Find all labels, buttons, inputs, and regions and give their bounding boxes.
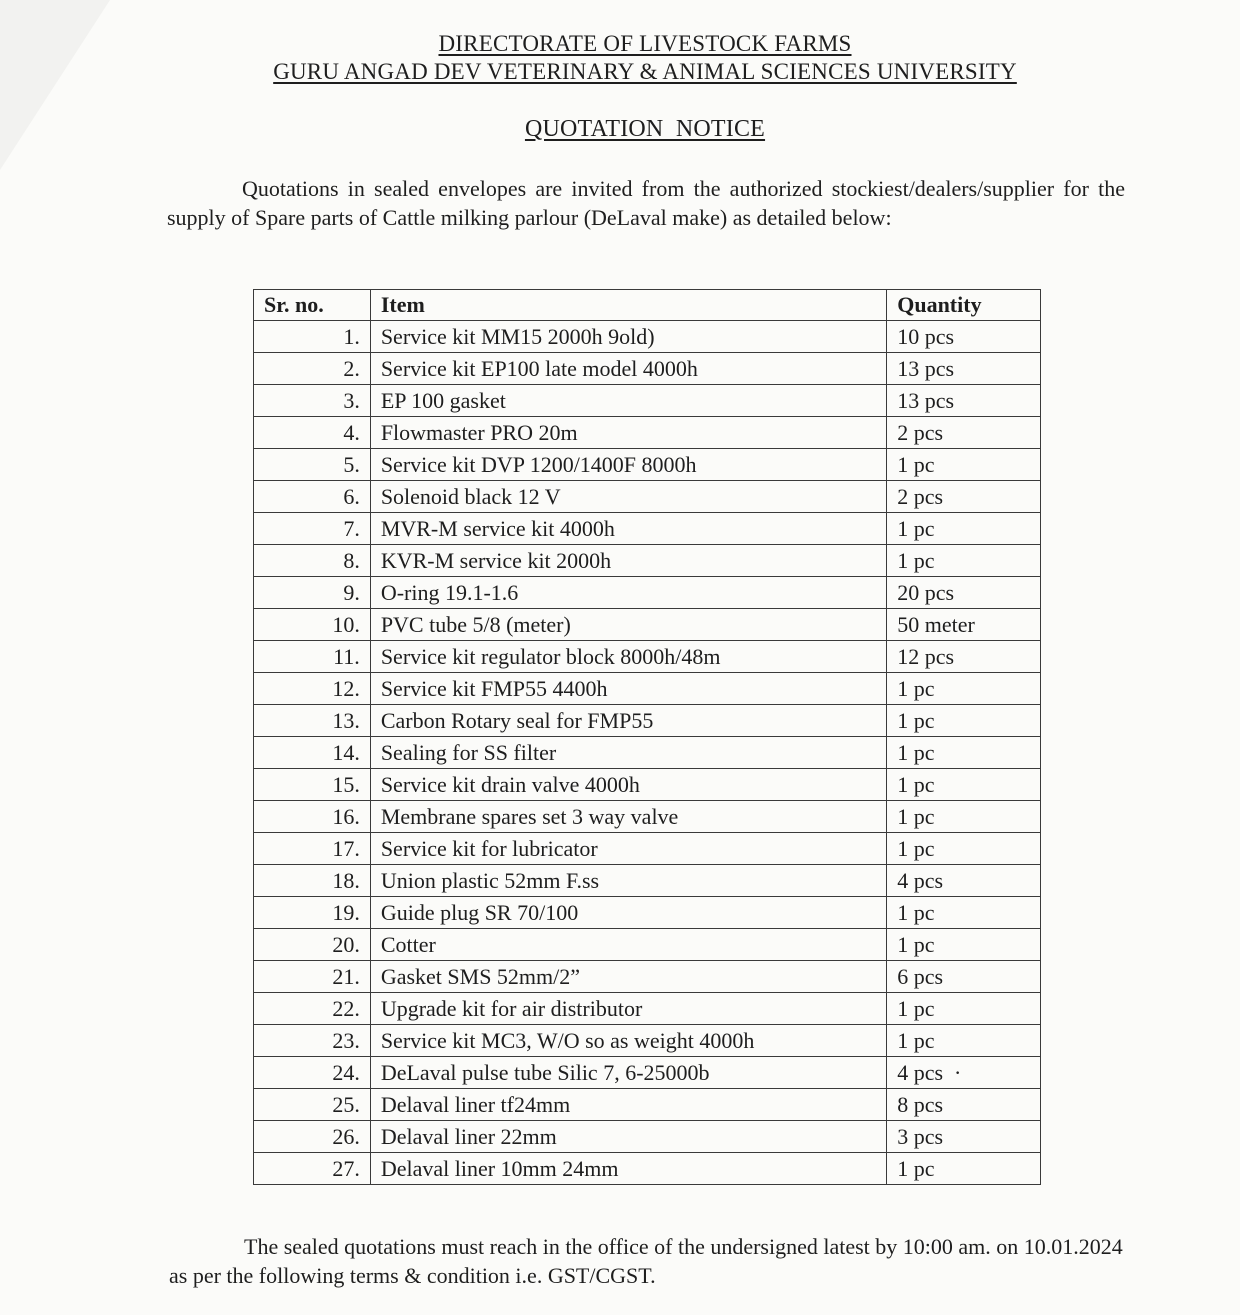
row-quantity: 1 pc: [887, 449, 1041, 481]
table-row: [254, 1089, 1041, 1121]
notice-title: QUOTATION NOTICE: [524, 116, 766, 142]
row-quantity: 1 pc: [887, 705, 1041, 737]
row-quantity: 1 pc: [887, 737, 1041, 769]
items-table: [253, 289, 1041, 1185]
row-item: DeLaval pulse tube Silic 7, 6-25000b: [370, 1057, 886, 1089]
row-item: Service kit drain valve 4000h: [370, 769, 886, 801]
table-row: [254, 993, 1041, 1025]
row-sr-no: 26.: [254, 1121, 371, 1153]
row-item: Service kit DVP 1200/1400F 8000h: [370, 449, 886, 481]
university-heading: GURU ANGAD DEV VETERINARY & ANIMAL SCIENCES UNIVERSITY: [273, 59, 1017, 84]
row-item: Service kit MM15 2000h 9old): [370, 321, 886, 353]
row-item: Service kit MC3, W/O so as weight 4000h: [370, 1025, 886, 1057]
table-row: [254, 641, 1041, 673]
row-item: EP 100 gasket: [370, 385, 886, 417]
row-item: Upgrade kit for air distributor: [370, 993, 886, 1025]
row-quantity: 12 pcs: [887, 641, 1041, 673]
row-sr-no: 27.: [254, 1153, 371, 1185]
row-item: Service kit for lubricator: [370, 833, 886, 865]
row-sr-no: 25.: [254, 1089, 371, 1121]
table-row: [254, 705, 1041, 737]
row-item: KVR-M service kit 2000h: [370, 545, 886, 577]
row-item: Guide plug SR 70/100: [370, 897, 886, 929]
header-item: Item: [370, 290, 886, 321]
table-row: [254, 449, 1041, 481]
row-quantity: 1 pc: [887, 833, 1041, 865]
row-quantity: 1 pc: [887, 673, 1041, 705]
table-row: [254, 929, 1041, 961]
row-sr-no: 13.: [254, 705, 371, 737]
table-row: [254, 513, 1041, 545]
table-row: [254, 577, 1041, 609]
row-item: PVC tube 5/8 (meter): [370, 609, 886, 641]
directorate-heading: DIRECTORATE OF LIVESTOCK FARMS: [438, 31, 852, 56]
row-item: Gasket SMS 52mm/2”: [370, 961, 886, 993]
row-sr-no: 20.: [254, 929, 371, 961]
table-header-row: [254, 290, 1041, 321]
row-quantity: 1 pc: [887, 993, 1041, 1025]
row-sr-no: 6.: [254, 481, 371, 513]
row-sr-no: 15.: [254, 769, 371, 801]
row-item: Cotter: [370, 929, 886, 961]
row-item: Service kit regulator block 8000h/48m: [370, 641, 886, 673]
table-row: [254, 385, 1041, 417]
row-sr-no: 4.: [254, 417, 371, 449]
row-item: O-ring 19.1-1.6: [370, 577, 886, 609]
table-row: [254, 545, 1041, 577]
table-row: [254, 801, 1041, 833]
row-sr-no: 23.: [254, 1025, 371, 1057]
table-row: [254, 353, 1041, 385]
table-row: [254, 865, 1041, 897]
row-sr-no: 16.: [254, 801, 371, 833]
row-sr-no: 9.: [254, 577, 371, 609]
row-quantity: 2 pcs: [887, 417, 1041, 449]
table-body: [254, 321, 1041, 1185]
row-quantity: 4 pcs: [887, 865, 1041, 897]
row-sr-no: 1.: [254, 321, 371, 353]
row-quantity: 13 pcs: [887, 353, 1041, 385]
row-item: Service kit EP100 late model 4000h: [370, 353, 886, 385]
row-quantity: 1 pc: [887, 545, 1041, 577]
row-quantity: 1 pc: [887, 897, 1041, 929]
table-row: [254, 481, 1041, 513]
row-quantity: 1 pc: [887, 929, 1041, 961]
row-quantity: 13 pcs: [887, 385, 1041, 417]
row-sr-no: 11.: [254, 641, 371, 673]
row-quantity: 4 pcs ·: [887, 1057, 1041, 1089]
row-sr-no: 17.: [254, 833, 371, 865]
row-item: Solenoid black 12 V: [370, 481, 886, 513]
row-quantity: 10 pcs: [887, 321, 1041, 353]
row-quantity: 1 pc: [887, 1153, 1041, 1185]
row-quantity: 8 pcs: [887, 1089, 1041, 1121]
row-quantity: 1 pc: [887, 1025, 1041, 1057]
row-sr-no: 18.: [254, 865, 371, 897]
closing-paragraph: The sealed quotations must reach in the office of the undersigned latest by 10:00 am. on 10.01.2024 as per the following terms & condition i.e. GST/CGST.: [169, 1234, 1123, 1288]
row-item: Sealing for SS filter: [370, 737, 886, 769]
row-quantity: 1 pc: [887, 769, 1041, 801]
table-row: [254, 321, 1041, 353]
row-sr-no: 22.: [254, 993, 371, 1025]
row-sr-no: 21.: [254, 961, 371, 993]
table-row: [254, 1057, 1041, 1089]
row-item: Carbon Rotary seal for FMP55: [370, 705, 886, 737]
header-sr-no: Sr. no.: [254, 290, 371, 321]
row-sr-no: 14.: [254, 737, 371, 769]
row-sr-no: 24.: [254, 1057, 371, 1089]
row-quantity: 1 pc: [887, 513, 1041, 545]
table-row: [254, 897, 1041, 929]
table-row: [254, 673, 1041, 705]
intro-paragraph: Quotations in sealed envelopes are invited from the authorized stockiest/dealers/supplier for the supply of Spare parts of Cattle milking parlour (DeLaval make) as detailed below:: [167, 176, 1125, 230]
row-quantity: 2 pcs: [887, 481, 1041, 513]
table-row: [254, 1025, 1041, 1057]
table-row: [254, 737, 1041, 769]
row-item: Membrane spares set 3 way valve: [370, 801, 886, 833]
table-row: [254, 833, 1041, 865]
row-sr-no: 12.: [254, 673, 371, 705]
row-quantity: 3 pcs: [887, 1121, 1041, 1153]
page-fold-corner: [0, 0, 110, 170]
row-item: Service kit FMP55 4400h: [370, 673, 886, 705]
row-sr-no: 5.: [254, 449, 371, 481]
row-quantity: 50 meter: [887, 609, 1041, 641]
row-sr-no: 3.: [254, 385, 371, 417]
row-item: Delaval liner 22mm: [370, 1121, 886, 1153]
table-row: [254, 417, 1041, 449]
row-quantity: 1 pc: [887, 801, 1041, 833]
table-row: [254, 609, 1041, 641]
table-row: [254, 769, 1041, 801]
row-sr-no: 2.: [254, 353, 371, 385]
row-item: Delaval liner 10mm 24mm: [370, 1153, 886, 1185]
row-item: Flowmaster PRO 20m: [370, 417, 886, 449]
row-quantity: 20 pcs: [887, 577, 1041, 609]
table-row: [254, 1153, 1041, 1185]
row-item: Union plastic 52mm F.ss: [370, 865, 886, 897]
row-sr-no: 10.: [254, 609, 371, 641]
header-quantity: Quantity: [887, 290, 1041, 321]
row-item: Delaval liner tf24mm: [370, 1089, 886, 1121]
row-item: MVR-M service kit 4000h: [370, 513, 886, 545]
table-row: [254, 1121, 1041, 1153]
row-sr-no: 8.: [254, 545, 371, 577]
row-quantity: 6 pcs: [887, 961, 1041, 993]
row-sr-no: 7.: [254, 513, 371, 545]
table-row: [254, 961, 1041, 993]
row-sr-no: 19.: [254, 897, 371, 929]
